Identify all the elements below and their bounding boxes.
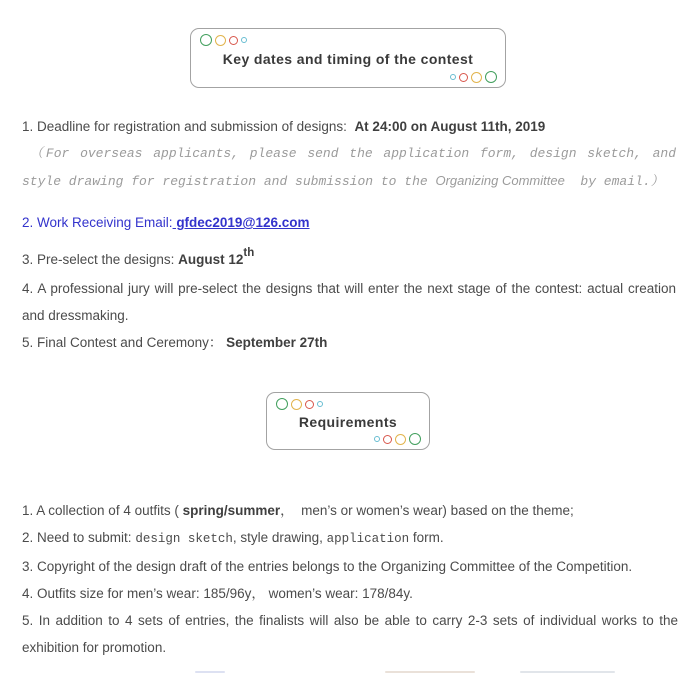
additional-sets-item: 5. In addition to 4 sets of entries, the finalists will also be able to carry 2-3 sets of individual works to the exhibition for promotion. [22,613,682,655]
pre-select-text: 3. Pre-select the designs: [22,252,179,267]
submit-application: application [326,532,410,546]
teal-circle-icon [317,401,323,407]
submit-pre: 2. Need to submit: [22,530,136,545]
outfit-size-item: 4. Outfits size for men’s wear: 185/96y， women’s wear: 178/84y. [22,586,413,601]
red-circle-icon [229,36,238,45]
red-circle-icon [383,435,392,444]
circle-decoration-bottom [274,433,422,445]
date-ordinal-suffix: th [243,247,255,259]
green-circle-icon [200,34,212,46]
copyright-item: 3. Copyright of the design draft of the entries belongs to the Organizing Committee of the Competition. [22,559,633,574]
final-contest-item [22,329,676,356]
submit-item [22,524,678,553]
deadline-item [22,113,676,140]
pre-select-date: August 12 [178,252,244,267]
key-dates-section-title: Key dates and timing of the contest [222,50,474,67]
jury-item: 4. A professional jury will pre-select the designs that will enter the next stage of the contest: actual creation and dressmaking. [22,281,680,323]
final-contest-date: September 27th [226,335,328,350]
teal-circle-icon [450,74,456,80]
circle-decoration-top [274,398,422,410]
green-circle-icon [409,433,421,445]
clipped-next-line-artifact [10,669,670,672]
circle-decoration-bottom [198,71,498,83]
overseas-applicants-note [22,140,684,195]
collection-item [22,497,678,524]
green-circle-icon [276,398,288,410]
yellow-circle-icon [291,399,302,410]
key-dates-header-box [190,28,506,88]
note-text-end: by email.） [564,174,664,189]
work-receiving-email-item [22,209,676,236]
yellow-circle-icon [215,35,226,46]
teal-circle-icon [374,436,380,442]
red-circle-icon [305,400,314,409]
red-circle-icon [459,73,468,82]
teal-circle-icon [241,37,247,43]
final-contest-text: 5. Final Contest and Ceremony： [22,335,227,350]
collection-pre: 1. A collection of 4 outfits ( [22,503,183,518]
submit-post: form. [409,530,444,545]
submit-design-sketch: design sketch [135,532,233,546]
email-label: 2. Work Receiving Email: [22,215,173,230]
requirements-header-box [266,392,430,450]
note-committee: Organizing Committee [435,173,565,188]
circle-decoration-top [198,34,498,46]
note-text-start: （For overseas applicants, please send the application form, design sketch, and style drawing for registration and submission to the [22,146,684,189]
deadline-date: At 24:00 on August 11th, 2019 [354,119,546,134]
collection-post: ， men’s or women’s wear) based on the theme; [280,503,574,518]
requirements-section-title: Requirements [298,413,398,430]
submit-mid: , style drawing, [232,530,327,545]
key-dates-list [22,113,684,356]
requirements-list [22,497,682,661]
green-circle-icon [485,71,497,83]
pre-select-item [22,246,676,275]
yellow-circle-icon [471,72,482,83]
season-highlight: spring/summer [182,503,281,518]
yellow-circle-icon [395,434,406,445]
email-link[interactable]: gfdec2019@126.com [172,215,310,230]
deadline-text: 1. Deadline for registration and submission of designs: [22,119,355,134]
